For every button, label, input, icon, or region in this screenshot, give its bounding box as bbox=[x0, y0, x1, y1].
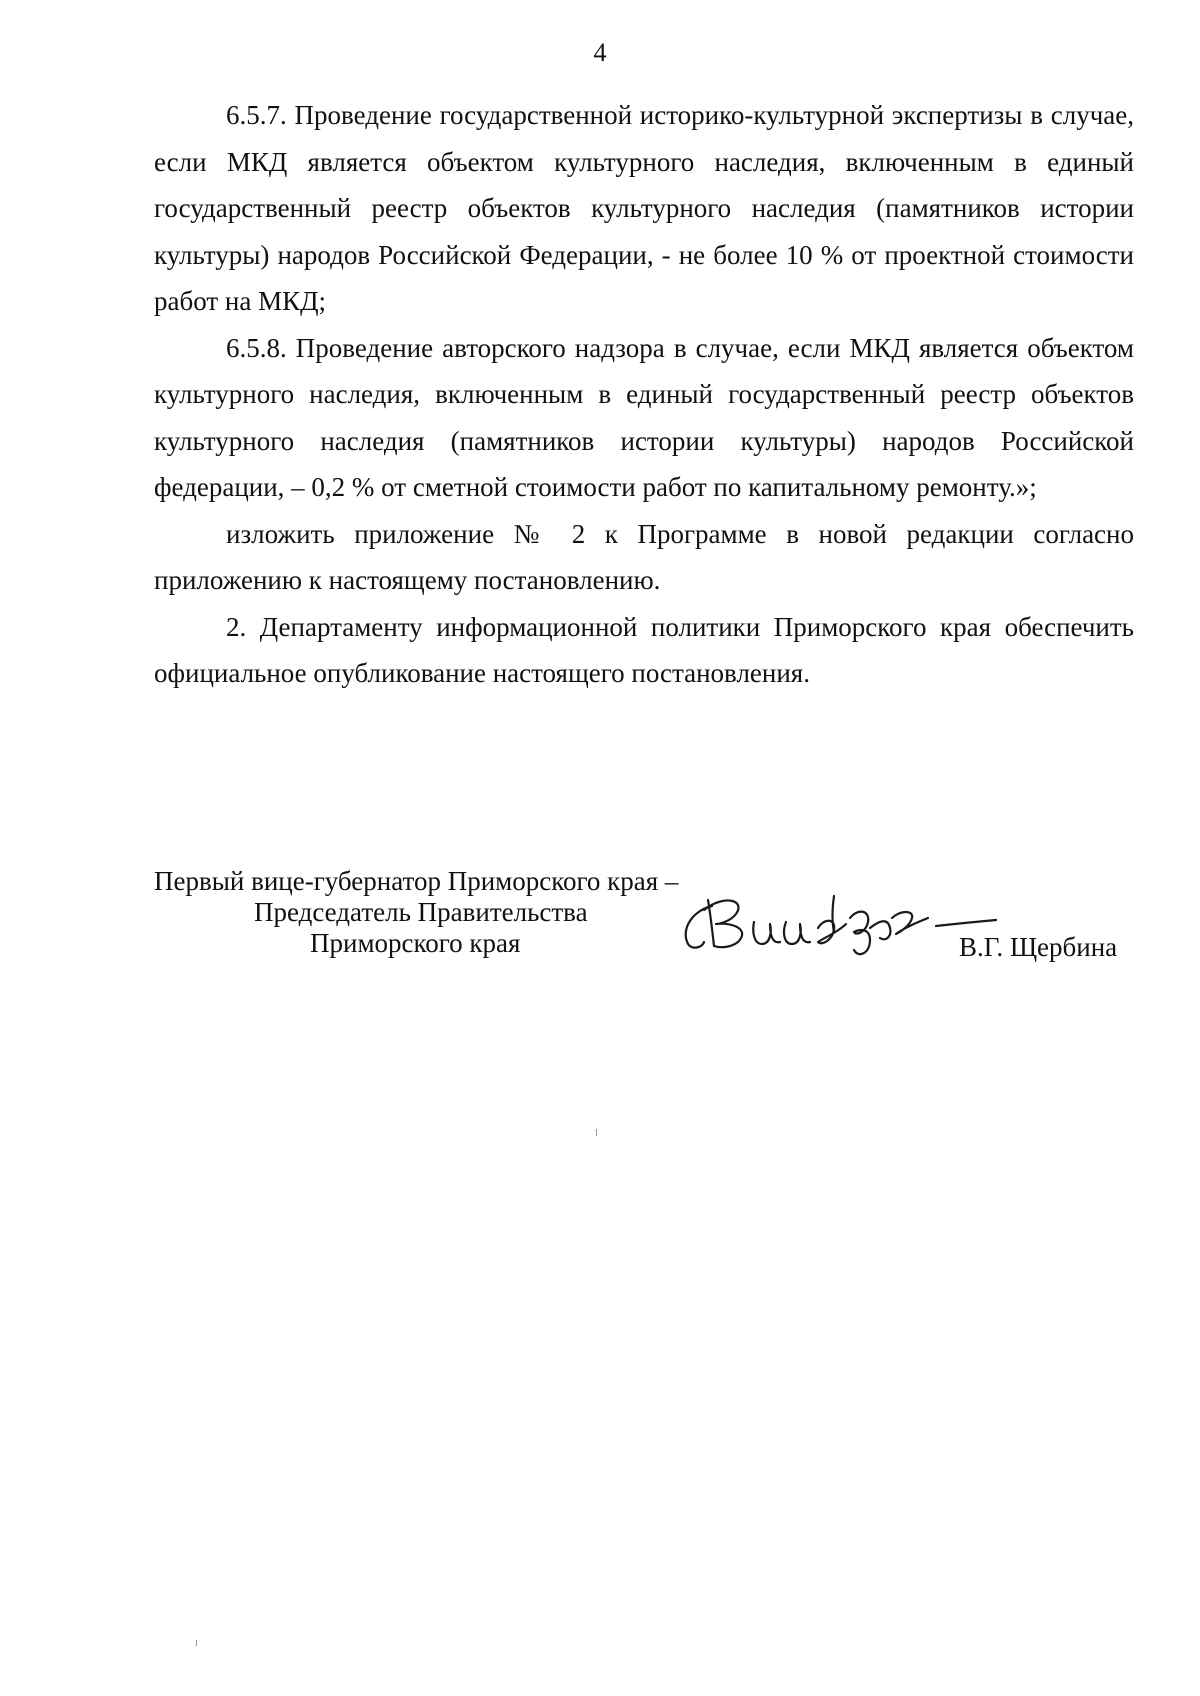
signatory-position-line-3: Приморского края bbox=[310, 928, 521, 958]
paragraph-appendix-amendment: изложить приложение № 2 к Программе в новой редакции согласно приложению к настоящему постановлению. bbox=[154, 518, 1134, 595]
paragraph-2-publication: 2. Департаменту информационной политики Приморского края обеспечить официальное опубликование настоящего постановления. bbox=[154, 611, 1134, 688]
signature-block bbox=[154, 866, 1144, 976]
document-body bbox=[154, 92, 1134, 697]
signatory-name: В.Г. Щербина bbox=[959, 932, 1118, 962]
page-number: 4 bbox=[593, 38, 607, 67]
scan-speck bbox=[596, 1129, 597, 1136]
paragraph-6-5-8: 6.5.8. Проведение авторского надзора в случае, если МКД является объектом культурного наследия, включенным в единый государственный реестр объектов культурного наследия (памятников истории культуры) народов Российской федерации, – 0,2 % от сметной стоимости работ по капитальному ремонту.»; bbox=[154, 332, 1134, 502]
scan-speck bbox=[196, 1640, 197, 1646]
paragraph-6-5-7: 6.5.7. Проведение государственной историко-культурной экспертизы в случае, если МКД является объектом культурного наследия, включенным в единый государственный реестр объектов культурного наследия (памятников истории культуры) народов Российской Федерации, - не более 10 % от проектной стоимости работ на МКД; bbox=[154, 100, 1134, 316]
signatory-position-line-1: Первый вице-губернатор Приморского края – bbox=[154, 866, 679, 896]
signatory-position-line-2: Председатель Правительства bbox=[254, 897, 588, 927]
handwritten-signature-icon bbox=[674, 888, 1004, 960]
